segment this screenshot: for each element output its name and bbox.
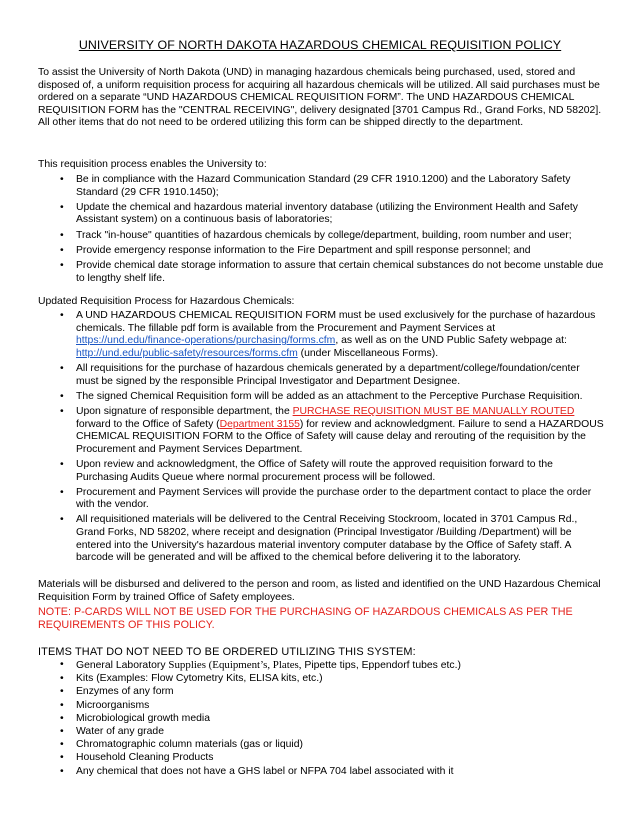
list-item: • The signed Chemical Requisition form will be added as an attachment to the Perceptive Purchase Requisition. (38, 391, 604, 404)
list-item (38, 659, 604, 673)
enables-lead: This requisition process enables the University to: (38, 159, 267, 170)
item-text: forward to the Office of Safety ( (76, 418, 220, 430)
list-item: • Provide emergency response information to the Fire Department and spill response personnel; and (38, 245, 604, 258)
enables-list (38, 174, 604, 288)
list-item (38, 310, 604, 360)
list-item: • Upon review and acknowledgment, the Office of Safety will route the approved requisition forward to the Purchasing Audits Queue where normal procurement process will be followed. (38, 459, 604, 484)
item-text: , as well as on the UND Public Safety webpage at: (335, 335, 567, 347)
page-title: UNIVERSITY OF NORTH DAKOTA HAZARDOUS CHEMICAL REQUISITION POLICY (78, 38, 562, 52)
list-item: • Water of any grade (38, 726, 604, 739)
item-text: Upon signature of responsible department, the (76, 405, 293, 417)
list-item: • Chromatographic column materials (gas or liquid) (38, 739, 604, 752)
exempt-list (38, 659, 604, 779)
item-text: Supplies (Equipment’s, Plates, (168, 659, 302, 671)
item-text: General Laboratory (76, 660, 169, 671)
item-text: (under Miscellaneous Forms). (297, 347, 439, 359)
list-item: • Update the chemical and hazardous material inventory database (utilizing the Environment Health and Safety Assistant system) on a continuous basis of laboratories; (38, 202, 604, 227)
list-item (38, 406, 604, 456)
updated-lead: Updated Requisition Process for Hazardous Chemicals: (38, 296, 295, 307)
updated-list (38, 310, 604, 567)
procurement-forms-link[interactable]: https://und.edu/finance-operations/purchasing/forms.cfm (76, 335, 336, 347)
list-item: • Track "in-house" quantities of hazardous chemicals by college/department, building, room number and user; (38, 230, 604, 243)
public-safety-forms-link[interactable]: http://und.edu/public-safety/resources/forms.cfm (76, 347, 298, 359)
item-text: Pipette tips, Eppendorf tubes etc.) (301, 660, 461, 671)
list-item: • Kits (Examples: Flow Cytometry Kits, ELISA kits, etc.) (38, 673, 604, 686)
list-item: • All requisitioned materials will be delivered to the Central Receiving Stockroom, located in 3701 Campus Rd., Grand Forks, ND 58202, where receipt and designation (Principal Investigator /Building /Department) will be entered into the University's hazardous material inventory computer database by the Office of Safety staff. A barcode will be generated and will be affixed to the chemical before delivering it to the laboratory. (38, 514, 604, 564)
materials-paragraph: Materials will be disbursed and delivered to the person and room, as listed and identified on the UND Hazardous Chemical Requisition Form by trained Office of Safety employees. (38, 579, 601, 603)
list-item: • Any chemical that does not have a GHS label or NFPA 704 label associated with it (38, 766, 604, 779)
list-item: • Procurement and Payment Services will provide the purchase order to the department contact to place the order with the vendor. (38, 487, 604, 512)
list-item: • Provide chemical date storage information to assure that certain chemical substances do not become unstable due to lengthy shelf life. (38, 260, 604, 285)
list-item: • Household Cleaning Products (38, 752, 604, 765)
exempt-heading: ITEMS THAT DO NOT NEED TO BE ORDERED UTILIZING THIS SYSTEM: (38, 646, 416, 658)
item-text: ) for review and acknowledgment. Failure to send a HAZARDOUS CHEMICAL REQUISITION FORM to the Office of Safety will cause delay and rerouting of the requisition by the Procurement and Payment Services Department. (76, 418, 604, 455)
item-text: A UND HAZARDOUS CHEMICAL REQUISITION FORM must be used exclusively for the purchase of hazardous chemicals. The fillable pdf form is available from the Procurement and Payment Services at (76, 310, 596, 334)
list-item: • Enzymes of any form (38, 686, 604, 699)
list-item: • All requisitions for the purchase of hazardous chemicals generated by a department/college/foundation/center must be signed by the responsible Principal Investigator and Department Designee. (38, 363, 604, 388)
manual-routing-notice: PURCHASE REQUISITION MUST BE MANUALLY ROUTED (292, 405, 575, 417)
department-number: Department 3155 (219, 418, 300, 430)
list-item: • Microorganisms (38, 700, 604, 713)
pcard-note: NOTE: P-CARDS WILL NOT BE USED FOR THE PURCHASING OF HAZARDOUS CHEMICALS AS PER THE REQUIREMENTS OF THIS POLICY. (38, 606, 573, 631)
intro-paragraph: To assist the University of North Dakota (UND) in managing hazardous chemicals being purchased, used, stored and disposed of, a uniform requisition process for acquiring all hazardous chemicals will be utilized. All said purchases must be ordered on a separate “UND HAZARDOUS CHEMICAL REQUISITION FORM”. The UND HAZARDOUS CHEMICAL REQUISITION FORM has the "CENTRAL RECEIVING", delivery designated [3701 Campus Rd., Grand Forks, ND 58202]. All other items that do not need to be ordered utilizing this form can be shipped directly to the department. (38, 67, 602, 129)
list-item: • Be in compliance with the Hazard Communication Standard (29 CFR 1910.1200) and the Laboratory Safety Standard (29 CFR 1910.1450); (38, 174, 604, 199)
list-item: • Microbiological growth media (38, 713, 604, 726)
